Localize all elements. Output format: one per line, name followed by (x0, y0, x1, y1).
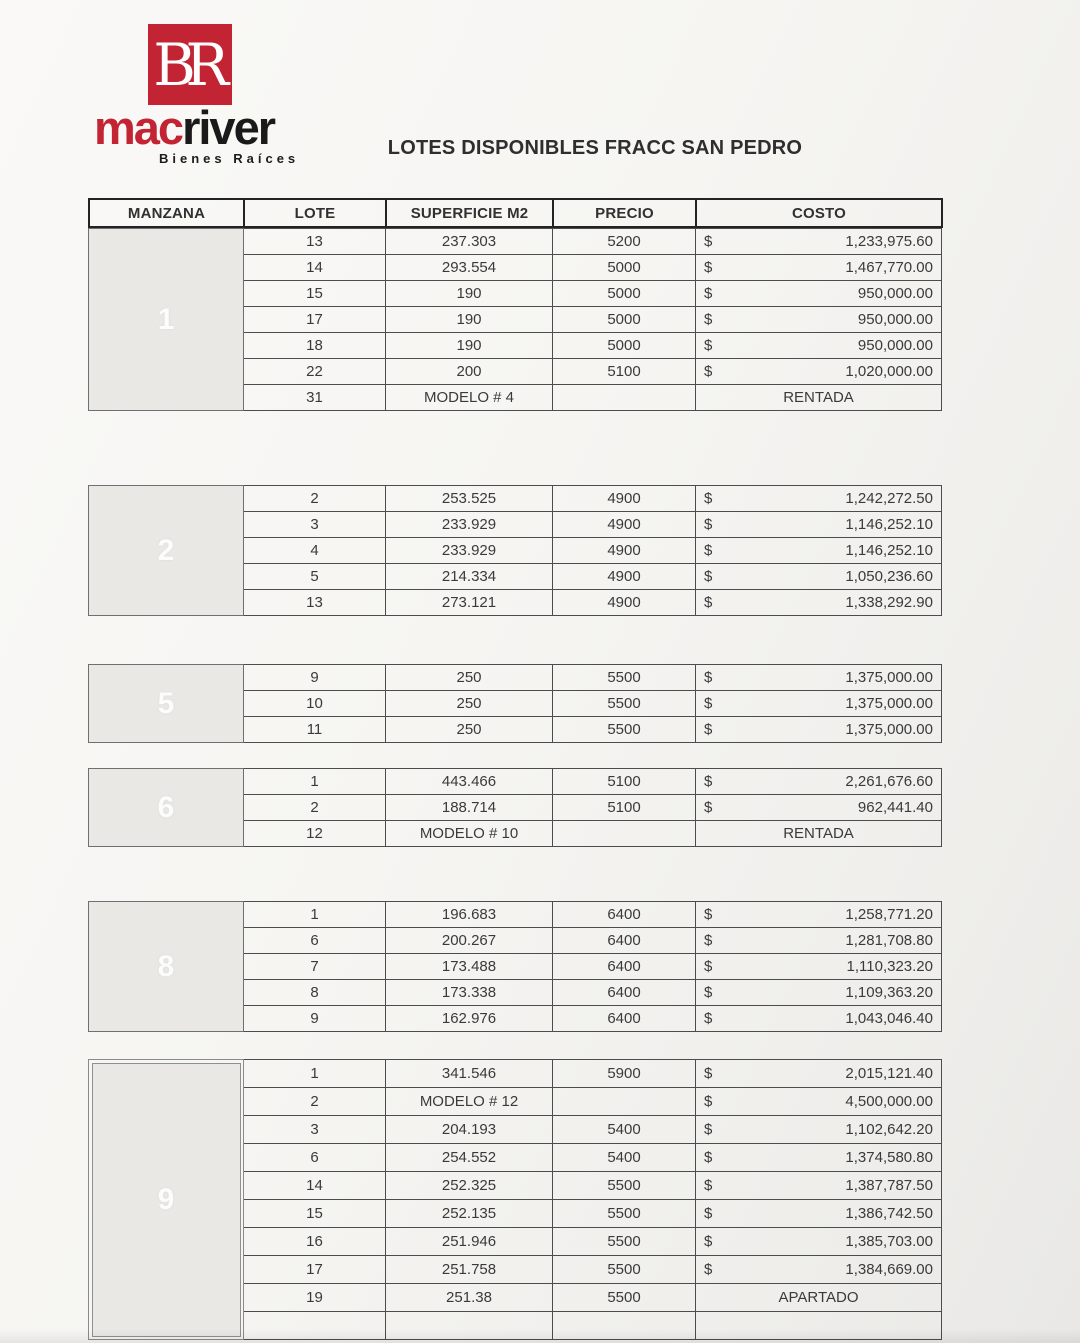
lot-table-group-8 (88, 901, 942, 1032)
lote-cell: 18 (244, 333, 386, 359)
superficie-cell: 254.552 (386, 1144, 553, 1172)
costo-cell (696, 590, 942, 616)
costo-cell (696, 1228, 942, 1256)
costo-amount: 1,467,770.00 (845, 259, 933, 276)
precio-cell (553, 385, 696, 411)
costo-cell (696, 333, 942, 359)
currency-symbol: $ (704, 1010, 713, 1027)
superficie-cell: 237.303 (386, 229, 553, 255)
costo-cell (696, 954, 942, 980)
superficie-cell: 200.267 (386, 928, 553, 954)
costo-cell (696, 717, 942, 743)
costo-amount: 1,375,000.00 (845, 669, 933, 686)
superficie-cell: MODELO # 4 (386, 385, 553, 411)
brand-name-black: river (182, 101, 274, 154)
costo-cell (696, 928, 942, 954)
lote-cell: 6 (244, 928, 386, 954)
lote-cell: 7 (244, 954, 386, 980)
lote-cell: 22 (244, 359, 386, 385)
superficie-cell: 162.976 (386, 1006, 553, 1032)
precio-cell (553, 1312, 696, 1340)
precio-cell: 6400 (553, 928, 696, 954)
currency-symbol: $ (704, 311, 713, 328)
superficie-cell: 250 (386, 691, 553, 717)
costo-amount: 1,387,787.50 (845, 1177, 933, 1194)
superficie-cell: 233.929 (386, 512, 553, 538)
lote-cell: 17 (244, 307, 386, 333)
superficie-cell: 190 (386, 333, 553, 359)
table-row (89, 229, 942, 255)
costo-amount: 1,242,272.50 (845, 490, 933, 507)
lote-cell: 1 (244, 1060, 386, 1088)
manzana-cell-2 (89, 486, 244, 616)
superficie-cell: 253.525 (386, 486, 553, 512)
lot-table-group-1 (88, 228, 942, 411)
precio-cell: 4900 (553, 590, 696, 616)
currency-symbol: $ (704, 721, 713, 738)
costo-amount: 1,109,363.20 (845, 984, 933, 1001)
lote-cell: 9 (244, 665, 386, 691)
manzana-cell-6 (89, 769, 244, 847)
lot-table-group-6 (88, 768, 942, 847)
table-row (89, 769, 942, 795)
superficie-cell: 173.488 (386, 954, 553, 980)
costo-cell (696, 1256, 942, 1284)
costo-cell (696, 255, 942, 281)
precio-cell: 5500 (553, 1256, 696, 1284)
superficie-cell: 252.135 (386, 1200, 553, 1228)
costo-amount: 1,043,046.40 (845, 1010, 933, 1027)
costo-cell: APARTADO (696, 1284, 942, 1312)
lote-cell: 10 (244, 691, 386, 717)
lote-cell: 11 (244, 717, 386, 743)
currency-symbol: $ (704, 1065, 713, 1082)
superficie-cell: 214.334 (386, 564, 553, 590)
precio-cell: 5100 (553, 795, 696, 821)
costo-cell: RENTADA (696, 385, 942, 411)
superficie-cell (386, 1312, 553, 1340)
costo-cell (696, 1144, 942, 1172)
precio-cell: 4900 (553, 512, 696, 538)
precio-cell: 5100 (553, 359, 696, 385)
costo-amount: 2,261,676.60 (845, 773, 933, 790)
lot-table-group-2 (88, 485, 942, 616)
superficie-cell: MODELO # 10 (386, 821, 553, 847)
currency-symbol: $ (704, 233, 713, 250)
manzana-cell-8 (89, 902, 244, 1032)
costo-amount: 1,384,669.00 (845, 1261, 933, 1278)
currency-symbol: $ (704, 984, 713, 1001)
costo-amount: 1,050,236.60 (845, 568, 933, 585)
precio-cell: 5400 (553, 1144, 696, 1172)
precio-cell: 6400 (553, 1006, 696, 1032)
header-cell-lote: LOTE (244, 199, 386, 227)
lote-cell: 1 (244, 769, 386, 795)
currency-symbol: $ (704, 259, 713, 276)
lote-cell: 14 (244, 1172, 386, 1200)
superficie-cell: 443.466 (386, 769, 553, 795)
superficie-cell: 173.338 (386, 980, 553, 1006)
precio-cell: 5500 (553, 717, 696, 743)
precio-cell (553, 821, 696, 847)
costo-amount: 1,258,771.20 (845, 906, 933, 923)
header-cell-costo: COSTO (696, 199, 942, 227)
manzana-number-watermark: 6 (157, 790, 175, 824)
precio-cell: 5200 (553, 229, 696, 255)
costo-cell (696, 665, 942, 691)
superficie-cell: 204.193 (386, 1116, 553, 1144)
lote-cell: 12 (244, 821, 386, 847)
manzana-number-watermark: 9 (157, 1182, 175, 1216)
costo-amount: 1,375,000.00 (845, 721, 933, 738)
superficie-cell: 200 (386, 359, 553, 385)
costo-cell (696, 1172, 942, 1200)
superficie-cell: 196.683 (386, 902, 553, 928)
lote-cell: 5 (244, 564, 386, 590)
precio-cell: 5100 (553, 769, 696, 795)
precio-cell: 4900 (553, 538, 696, 564)
lote-cell: 13 (244, 229, 386, 255)
costo-cell (696, 512, 942, 538)
costo-cell (696, 359, 942, 385)
table-row (89, 665, 942, 691)
costo-cell (696, 769, 942, 795)
manzana-cell-9 (89, 1060, 244, 1340)
lote-cell: 8 (244, 980, 386, 1006)
costo-amount: 4,500,000.00 (845, 1093, 933, 1110)
costo-amount: 1,338,292.90 (845, 594, 933, 611)
lote-cell: 31 (244, 385, 386, 411)
currency-symbol: $ (704, 1205, 713, 1222)
lote-cell: 17 (244, 1256, 386, 1284)
costo-cell: RENTADA (696, 821, 942, 847)
lot-table-group-9 (88, 1059, 942, 1340)
superficie-cell: 250 (386, 717, 553, 743)
costo-amount: 1,102,642.20 (845, 1121, 933, 1138)
costo-amount: 950,000.00 (857, 285, 933, 302)
precio-cell: 5500 (553, 665, 696, 691)
costo-amount: 2,015,121.40 (845, 1065, 933, 1082)
brand-name (94, 101, 274, 154)
costo-cell (696, 691, 942, 717)
lot-table-group-5 (88, 664, 942, 743)
lote-cell: 2 (244, 486, 386, 512)
manzana-cell-1 (89, 229, 244, 411)
currency-symbol: $ (704, 337, 713, 354)
costo-amount: 1,385,703.00 (845, 1233, 933, 1250)
table-row (89, 902, 942, 928)
superficie-cell: 341.546 (386, 1060, 553, 1088)
costo-cell (696, 1116, 942, 1144)
superficie-cell: 250 (386, 665, 553, 691)
costo-amount: 1,281,708.80 (845, 932, 933, 949)
currency-symbol: $ (704, 773, 713, 790)
costo-amount: 1,020,000.00 (845, 363, 933, 380)
currency-symbol: $ (704, 1093, 713, 1110)
costo-amount: 950,000.00 (857, 337, 933, 354)
manzana-number-watermark: 2 (157, 533, 175, 567)
lote-cell: 3 (244, 1116, 386, 1144)
lots-table-area (88, 198, 944, 1340)
lote-cell (244, 1312, 386, 1340)
superficie-cell: 252.325 (386, 1172, 553, 1200)
costo-cell (696, 1088, 942, 1116)
currency-symbol: $ (704, 1261, 713, 1278)
costo-cell (696, 1060, 942, 1088)
costo-amount: 950,000.00 (857, 311, 933, 328)
superficie-cell: 293.554 (386, 255, 553, 281)
costo-cell (696, 486, 942, 512)
costo-cell (696, 1200, 942, 1228)
costo-cell (696, 980, 942, 1006)
table-row (89, 486, 942, 512)
brand-monogram: BR (153, 30, 219, 99)
currency-symbol: $ (704, 363, 713, 380)
precio-cell: 4900 (553, 564, 696, 590)
currency-symbol: $ (704, 799, 713, 816)
currency-symbol: $ (704, 1233, 713, 1250)
costo-amount: 1,374,580.80 (845, 1149, 933, 1166)
lote-cell: 2 (244, 1088, 386, 1116)
precio-cell: 4900 (553, 486, 696, 512)
lote-cell: 3 (244, 512, 386, 538)
brand-logo-square (148, 24, 232, 105)
costo-cell (696, 795, 942, 821)
table-row (89, 1060, 942, 1088)
superficie-cell: 273.121 (386, 590, 553, 616)
currency-symbol: $ (704, 490, 713, 507)
table-header (88, 198, 943, 228)
currency-symbol: $ (704, 958, 713, 975)
currency-symbol: $ (704, 516, 713, 533)
precio-cell: 5500 (553, 691, 696, 717)
brand-tagline: Bienes Raíces (159, 151, 300, 166)
precio-cell: 5000 (553, 281, 696, 307)
precio-cell: 6400 (553, 980, 696, 1006)
lote-cell: 14 (244, 255, 386, 281)
lote-cell: 9 (244, 1006, 386, 1032)
lote-cell: 19 (244, 1284, 386, 1312)
lote-cell: 13 (244, 590, 386, 616)
precio-cell: 5500 (553, 1228, 696, 1256)
costo-cell (696, 229, 942, 255)
header-cell-precio: PRECIO (553, 199, 696, 227)
superficie-cell: 188.714 (386, 795, 553, 821)
superficie-cell: MODELO # 12 (386, 1088, 553, 1116)
precio-cell: 6400 (553, 954, 696, 980)
lote-cell: 15 (244, 281, 386, 307)
costo-cell (696, 307, 942, 333)
currency-symbol: $ (704, 932, 713, 949)
lote-cell: 2 (244, 795, 386, 821)
header-cell-manzana: MANZANA (89, 199, 244, 227)
costo-cell (696, 538, 942, 564)
costo-cell (696, 1006, 942, 1032)
precio-cell: 5500 (553, 1200, 696, 1228)
lote-cell: 4 (244, 538, 386, 564)
costo-amount: 1,233,975.60 (845, 233, 933, 250)
precio-cell: 5000 (553, 333, 696, 359)
precio-cell: 5400 (553, 1116, 696, 1144)
superficie-cell: 233.929 (386, 538, 553, 564)
manzana-number-watermark: 8 (157, 949, 175, 983)
superficie-cell: 251.758 (386, 1256, 553, 1284)
brand-name-red: mac (94, 101, 183, 154)
superficie-cell: 251.38 (386, 1284, 553, 1312)
manzana-cell-5 (89, 665, 244, 743)
precio-cell: 5500 (553, 1284, 696, 1312)
superficie-cell: 190 (386, 281, 553, 307)
header-row (89, 199, 942, 227)
precio-cell: 5900 (553, 1060, 696, 1088)
currency-symbol: $ (704, 695, 713, 712)
precio-cell (553, 1088, 696, 1116)
precio-cell: 5000 (553, 307, 696, 333)
superficie-cell: 190 (386, 307, 553, 333)
lote-cell: 6 (244, 1144, 386, 1172)
manzana-number-watermark: 1 (157, 302, 175, 336)
precio-cell: 5500 (553, 1172, 696, 1200)
costo-amount: 1,375,000.00 (845, 695, 933, 712)
superficie-cell: 251.946 (386, 1228, 553, 1256)
costo-amount: 1,386,742.50 (845, 1205, 933, 1222)
currency-symbol: $ (704, 1149, 713, 1166)
currency-symbol: $ (704, 594, 713, 611)
currency-symbol: $ (704, 1177, 713, 1194)
currency-symbol: $ (704, 906, 713, 923)
manzana-number-watermark: 5 (157, 686, 175, 720)
precio-cell: 5000 (553, 255, 696, 281)
lote-cell: 16 (244, 1228, 386, 1256)
lote-cell: 1 (244, 902, 386, 928)
currency-symbol: $ (704, 1121, 713, 1138)
costo-cell (696, 281, 942, 307)
costo-cell (696, 1312, 942, 1340)
table-groups (88, 228, 944, 1340)
currency-symbol: $ (704, 542, 713, 559)
costo-amount: 1,146,252.10 (845, 542, 933, 559)
precio-cell: 6400 (553, 902, 696, 928)
page-title: LOTES DISPONIBLES FRACC SAN PEDRO (387, 137, 803, 159)
currency-symbol: $ (704, 285, 713, 302)
costo-amount: 1,110,323.20 (846, 958, 933, 975)
currency-symbol: $ (704, 568, 713, 585)
costo-cell (696, 902, 942, 928)
costo-cell (696, 564, 942, 590)
costo-amount: 1,146,252.10 (845, 516, 933, 533)
header-cell-superficie: SUPERFICIE M2 (386, 199, 553, 227)
lote-cell: 15 (244, 1200, 386, 1228)
currency-symbol: $ (704, 669, 713, 686)
costo-amount: 962,441.40 (857, 799, 933, 816)
